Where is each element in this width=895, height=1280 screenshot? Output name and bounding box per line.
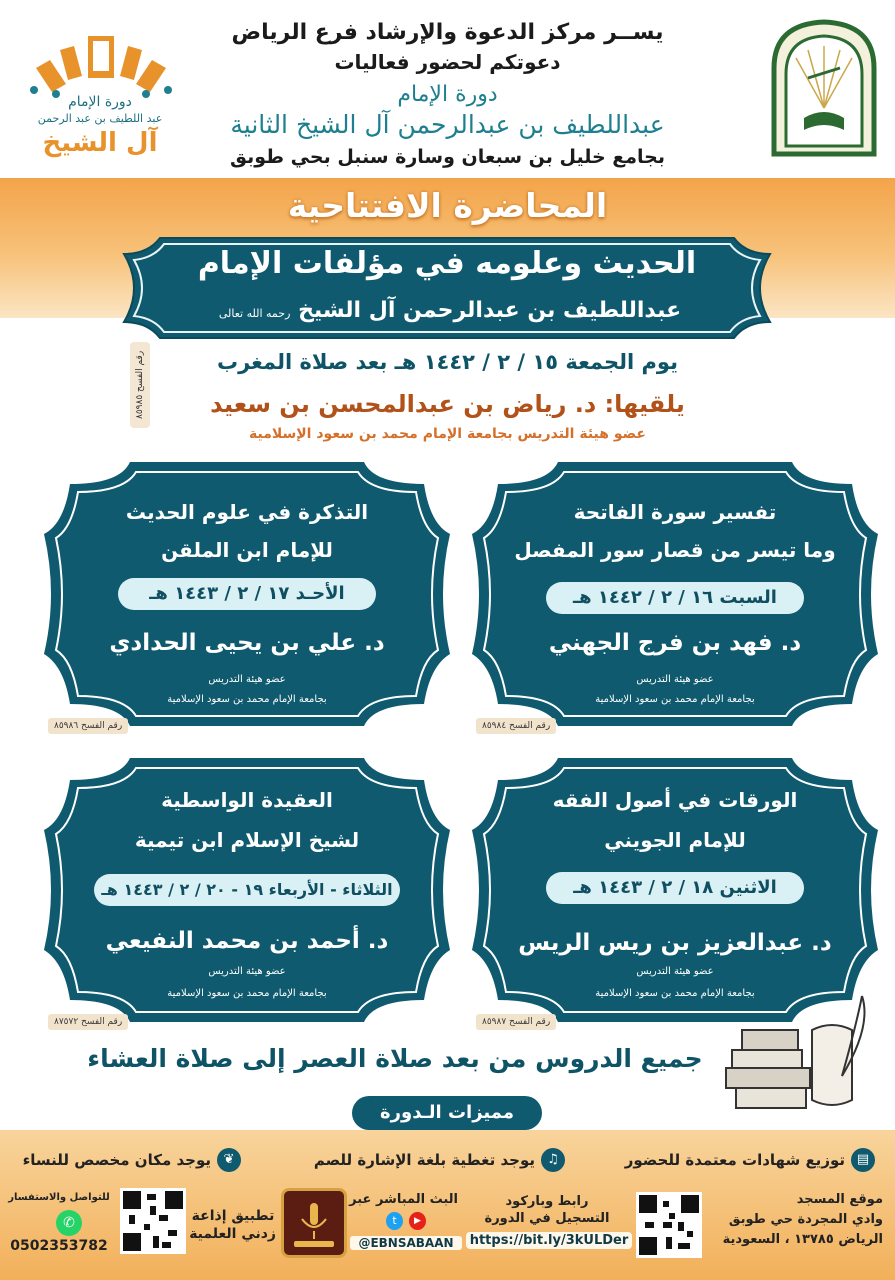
location-city: الرياض ١٣٧٨٥ ، السعودية: [722, 1232, 883, 1247]
main-lecture-subtitle: [120, 298, 774, 323]
app-name-line-1: تطبيق إذاعة: [191, 1208, 275, 1224]
feature-item: [314, 1146, 565, 1174]
women-icon: ❦: [217, 1148, 241, 1172]
card-affiliation-role: عضو هيئة التدريس: [636, 674, 714, 685]
card-title: العقيدة الواسطية: [161, 788, 333, 812]
card-permit-number: رقم الفسح ٨٥٩٨٦: [48, 718, 128, 734]
opening-lecture-title: المحاضرة الافتتاحية: [287, 186, 608, 225]
qr-code-icon: [123, 1191, 183, 1251]
radio-app-logo: [281, 1188, 347, 1258]
books-quill-icon: [712, 990, 882, 1120]
registration-link[interactable]: https://bit.ly/3kULDer: [466, 1232, 632, 1249]
main-lecture-speaker: يلقيها: د. رياض بن عبدالمحسن بن سعيد: [210, 390, 685, 418]
location-district: وادي المجردة حي طوبق: [728, 1212, 883, 1227]
card-title: تفسير سورة الفاتحة: [573, 500, 777, 524]
twitter-icon[interactable]: t: [386, 1212, 403, 1230]
card-subtitle: لشيخ الإسلام ابن تيمية: [134, 828, 360, 852]
card-title: الورقات في أصول الفقه: [552, 788, 798, 812]
social-icons: [386, 1212, 426, 1234]
card-lecturer: د. فهد بن فرج الجهني: [548, 630, 802, 656]
certificate-icon: ▤: [851, 1148, 875, 1172]
registration-subheading: التسجيل في الدورة: [484, 1211, 610, 1226]
registration-heading: رابط وباركود: [505, 1194, 589, 1209]
books-logo-icon: [26, 28, 176, 100]
card-affiliation-university: بجامعة الإمام محمد بن سعود الإسلامية: [167, 694, 327, 705]
card-title: التذكرة في علوم الحديث: [125, 500, 369, 524]
main-lecture-date: يوم الجمعة ١٥ / ٢ / ١٤٤٢ هـ بعد صلاة المغرب: [217, 350, 678, 374]
course-name: عبداللطيف بن عبدالرحمن آل الشيخ الثانية: [230, 110, 665, 139]
feature-label: توزيع شهادات معتمدة للحضور: [624, 1151, 845, 1169]
main-lecture-title: الحديث وعلومه في مؤلفات الإمام: [197, 246, 697, 281]
whatsapp-icon[interactable]: ✆: [56, 1210, 82, 1236]
youtube-icon[interactable]: ▶: [409, 1212, 426, 1230]
main-lecture-subtitle-name: عبداللطيف بن عبدالرحمن آل الشيخ: [298, 298, 682, 323]
lesson-card: [468, 454, 882, 734]
brand-line-3: آل الشيخ: [42, 128, 158, 158]
card-date: الأحـد ١٧ / ٢ / ١٤٤٣ هـ: [118, 578, 376, 610]
microphone-icon: [284, 1191, 344, 1255]
card-lecturer: د. علي بن يحيى الحدادي: [109, 630, 385, 656]
brand-line-1: دورة الإمام: [68, 94, 132, 110]
feature-item: [23, 1146, 241, 1174]
card-permit-number: رقم الفسح ٨٧٥٧٢: [48, 1014, 128, 1030]
contact-label: للتواصل والاستفسار: [8, 1192, 110, 1203]
card-permit-number: رقم الفسح ٨٥٩٨٤: [476, 718, 556, 734]
app-name-line-2: زدني العلمية: [189, 1226, 276, 1242]
card-permit-number: رقم الفسح ٨٥٩٨٧: [476, 1014, 556, 1030]
card-affiliation-university: بجامعة الإمام محمد بن سعود الإسلامية: [595, 694, 755, 705]
location-qr-code[interactable]: [636, 1192, 702, 1258]
main-lecture-affiliation: عضو هيئة التدريس بجامعة الإمام محمد بن سعود الإسلامية: [248, 426, 646, 442]
all-lessons-time: جميع الدروس من بعد صلاة العصر إلى صلاة العشاء: [87, 1044, 703, 1073]
card-lecturer: د. عبدالعزيز بن ريس الريس: [518, 930, 832, 956]
qr-code-icon: [639, 1195, 699, 1255]
features-title: مميزات الـدورة: [352, 1096, 542, 1130]
card-subtitle: للإمام الجويني: [604, 828, 746, 852]
live-stream-label: البث المباشر عبر: [349, 1192, 458, 1207]
invite-line: دعوتكم لحضور فعاليات: [334, 50, 561, 74]
feature-label: يوجد مكان مخصص للنساء: [22, 1151, 211, 1169]
venue-line: بجامع خليل بن سبعان وسارة سنبل بحي طوبق: [230, 146, 665, 168]
brand-line-2: عبد اللطيف بن عبد الرحمن: [37, 112, 163, 125]
contact-phone[interactable]: 0502353782: [10, 1238, 108, 1254]
ministry-emblem-icon: [768, 18, 880, 158]
card-affiliation-university: بجامعة الإمام محمد بن سعود الإسلامية: [595, 988, 755, 999]
lesson-card: [468, 750, 882, 1030]
permit-number: رقم الفسح ٨٥٩٨٥: [130, 342, 150, 428]
card-date: السبت ١٦ / ٢ / ١٤٤٢ هـ: [546, 582, 804, 614]
lesson-card: [40, 750, 454, 1030]
app-qr-code[interactable]: [120, 1188, 186, 1254]
card-affiliation-role: عضو هيئة التدريس: [208, 966, 286, 977]
card-lecturer: د. أحمد بن محمد النفيعي: [105, 928, 389, 954]
card-affiliation-role: عضو هيئة التدريس: [208, 674, 286, 685]
course-label: دورة الإمام: [397, 82, 498, 107]
card-affiliation-university: بجامعة الإمام محمد بن سعود الإسلامية: [167, 988, 327, 999]
card-date: الثلاثاء - الأربعاء ١٩ - ٢٠ / ٢ / ١٤٤٣ هـ: [94, 874, 400, 906]
location-heading: موقع المسجد: [796, 1192, 883, 1207]
organizer-line: يســر مركز الدعوة والإرشاد فرع الرياض: [231, 20, 664, 45]
course-logo: [12, 28, 188, 168]
card-subtitle: وما تيسر من قصار سور المفصل: [514, 538, 836, 562]
card-date: الاثنين ١٨ / ٢ / ١٤٤٣ هـ: [546, 872, 804, 904]
card-affiliation-role: عضو هيئة التدريس: [636, 966, 714, 977]
social-handle[interactable]: @EBNSABAAN: [350, 1236, 462, 1250]
feature-label: يوجد تغطية بلغة الإشارة للصم: [313, 1151, 535, 1169]
hearing-icon: ♫: [541, 1148, 565, 1172]
feature-item: [625, 1146, 875, 1174]
lesson-card: [40, 454, 454, 734]
mercy-phrase: رحمه الله تعالى: [218, 307, 291, 320]
card-subtitle: للإمام ابن الملقن: [161, 538, 333, 562]
